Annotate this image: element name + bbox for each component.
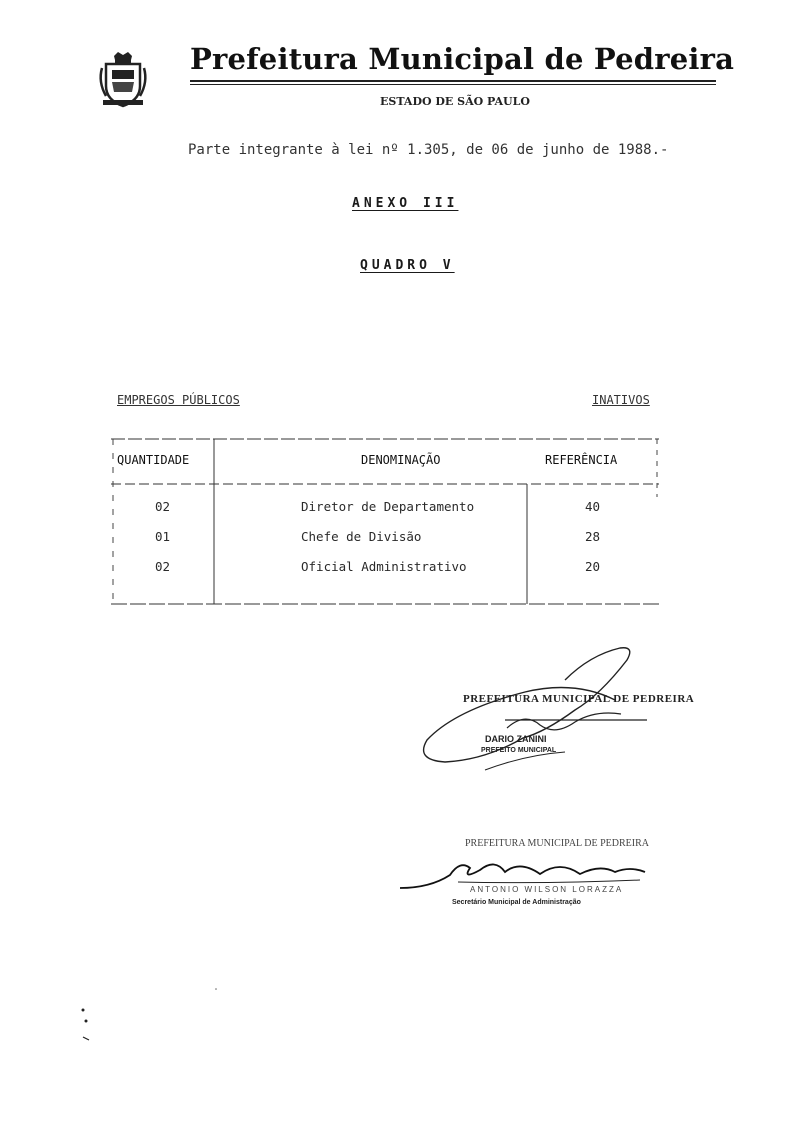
section-label-empregos: EMPREGOS PÚBLICOS <box>117 393 240 407</box>
page-title: Prefeitura Municipal de Pedreira <box>190 42 735 76</box>
quadro-heading: QUADRO V <box>360 258 455 273</box>
mayor-signature-stamp <box>415 640 695 780</box>
secretary-signature-stamp <box>400 830 670 910</box>
cell-denominacao: Diretor de Departamento <box>301 499 475 514</box>
cell-referencia: 40 <box>585 499 601 514</box>
section-label-inativos: INATIVOS <box>592 393 650 407</box>
svg-text:Secretário Municipal de Admini: Secretário Municipal de Administração <box>452 899 581 906</box>
scan-marks <box>80 985 240 1045</box>
svg-text:ANTONIO WILSON LORAZZA: ANTONIO WILSON LORAZZA <box>470 885 624 894</box>
header-referencia: REFERÊNCIA <box>545 453 618 467</box>
svg-text:PREFEITO MUNICIPAL: PREFEITO MUNICIPAL <box>481 747 557 754</box>
annex-heading: ANEXO III <box>352 196 459 211</box>
cell-denominacao: Oficial Administrativo <box>301 559 467 574</box>
cell-referencia: 20 <box>585 559 601 574</box>
cell-referencia: 28 <box>585 529 601 544</box>
svg-text:PREFEITURA MUNICIPAL DE PEDREI: PREFEITURA MUNICIPAL DE PEDREIRA <box>463 693 695 705</box>
positions-table <box>111 437 659 605</box>
header-quantidade: QUANTIDADE <box>117 453 190 467</box>
header-denominacao: DENOMINAÇÃO <box>361 453 441 467</box>
state-subtitle: ESTADO DE SÃO PAULO <box>380 95 530 108</box>
municipal-crest-icon <box>98 50 148 108</box>
cell-quantidade: 02 <box>155 499 171 514</box>
cell-denominacao: Chefe de Divisão <box>301 529 422 544</box>
cell-quantidade: 02 <box>155 559 171 574</box>
title-rule-thin <box>190 84 716 85</box>
title-rule-thick <box>190 80 716 82</box>
law-reference: Parte integrante à lei nº 1.305, de 06 de junho de 1988.- <box>188 142 669 158</box>
svg-text:DARIO ZANINI: DARIO ZANINI <box>485 734 547 744</box>
svg-text:PREFEITURA MUNICIPAL DE PEDREI: PREFEITURA MUNICIPAL DE PEDREIRA <box>465 838 649 849</box>
cell-quantidade: 01 <box>155 529 171 544</box>
